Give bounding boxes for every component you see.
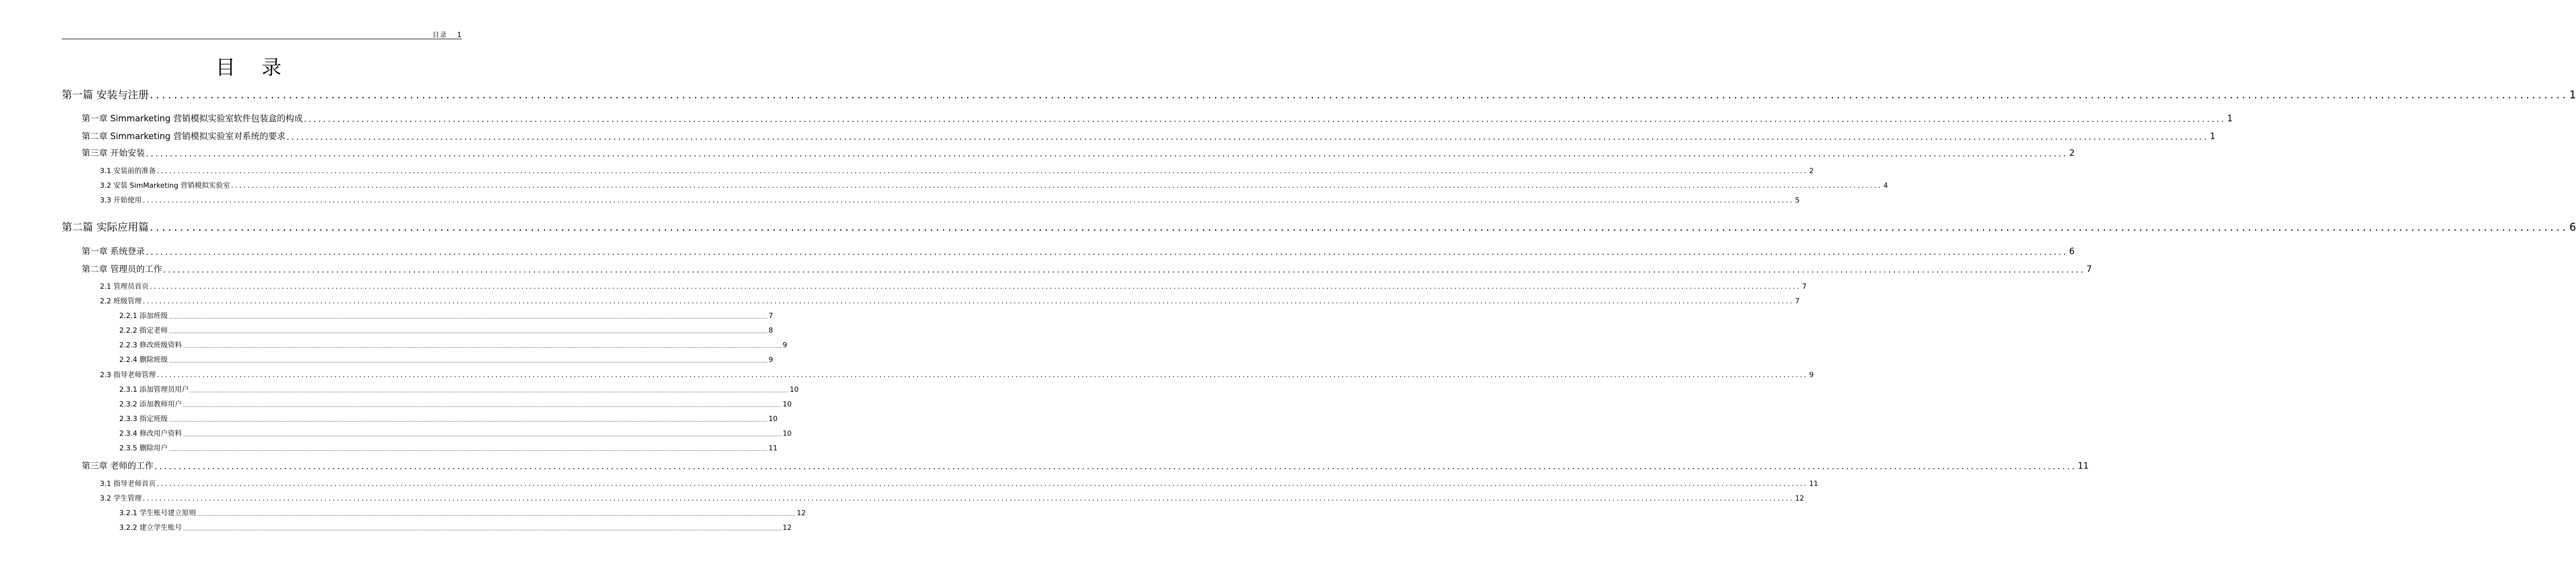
toc-leader-dots: ................................................................................................................................................................................................................................................................................................................................................................................................................ bbox=[150, 88, 2569, 101]
toc-entry-title: 2.2.2 指定老师 bbox=[119, 326, 168, 335]
toc-entry-page: 10 bbox=[783, 400, 792, 409]
toc-entry-page: 1 bbox=[2569, 88, 2576, 101]
toc-entry-page: 6 bbox=[2569, 221, 2576, 233]
toc-entry[interactable] bbox=[100, 182, 1888, 190]
toc-entry-title: 3.3 开始使用 bbox=[100, 196, 142, 205]
toc-leader-dots: ................................................................................................................................................................................................................................................................................................................................................................................................................ bbox=[145, 148, 2069, 158]
toc-entry-title: 2.2.3 修改班级资料 bbox=[119, 341, 182, 349]
toc-entry-title: 第一章 系统登录 bbox=[82, 246, 145, 256]
toc-entry-title: 2.1 管理员首页 bbox=[100, 282, 149, 291]
toc-leader-dots: ................................................................................................................................................................................................................................................................................................................................................................................................................ bbox=[142, 297, 1794, 305]
toc-entry[interactable] bbox=[82, 131, 2216, 142]
toc-entry[interactable] bbox=[82, 264, 2092, 275]
toc-leader-dots: ................................................................................................................................................................................................................................................................................................................................................................................................................ bbox=[145, 246, 2069, 257]
toc-entry-title: 3.1 安装前的准备 bbox=[100, 167, 156, 175]
toc-entry[interactable] bbox=[100, 371, 1814, 380]
toc-entry[interactable] bbox=[100, 480, 1818, 489]
toc-leader-dots: ................................................................................................................................................................................................................................................................................................................................................................................................................ bbox=[168, 447, 767, 453]
toc-entry[interactable] bbox=[119, 326, 773, 335]
toc-entry-page: 12 bbox=[797, 509, 806, 517]
toc-leader-dots: ................................................................................................................................................................................................................................................................................................................................................................................................................ bbox=[183, 403, 782, 409]
toc-leader-dots: ................................................................................................................................................................................................................................................................................................................................................................................................................ bbox=[197, 512, 796, 518]
toc-leader-dots: ................................................................................................................................................................................................................................................................................................................................................................................................................ bbox=[154, 461, 2077, 471]
toc-entry[interactable] bbox=[119, 312, 773, 321]
toc-entry[interactable] bbox=[100, 282, 1807, 291]
toc-entry-page: 9 bbox=[1809, 371, 1814, 379]
toc-entry-title: 第一篇 安装与注册 bbox=[62, 88, 149, 101]
toc-entry-page: 11 bbox=[2077, 461, 2089, 471]
toc-entry[interactable] bbox=[119, 509, 806, 518]
toc-leader-dots: ................................................................................................................................................................................................................................................................................................................................................................................................................ bbox=[168, 418, 767, 424]
toc-entry[interactable] bbox=[119, 415, 778, 424]
toc-entry-title: 第三章 开始安装 bbox=[82, 148, 145, 158]
toc-leader-dots: ................................................................................................................................................................................................................................................................................................................................................................................................................ bbox=[156, 371, 1809, 379]
toc-entry-title: 2.3.3 指定班级 bbox=[119, 415, 168, 423]
toc-entry-page: 10 bbox=[783, 429, 792, 438]
toc-entry[interactable] bbox=[82, 461, 2089, 471]
toc-entry-title: 第二篇 实际应用篇 bbox=[62, 221, 149, 233]
toc-entry-title: 2.3 指导老师管理 bbox=[100, 371, 156, 379]
toc-leader-dots: ................................................................................................................................................................................................................................................................................................................................................................................................................ bbox=[142, 196, 1794, 205]
toc-entry[interactable] bbox=[119, 400, 792, 409]
toc-entry-page: 4 bbox=[1883, 182, 1888, 190]
toc-entry[interactable] bbox=[119, 386, 799, 394]
toc-entry-title: 2.3.4 修改用户资料 bbox=[119, 429, 182, 438]
toc-leader-dots: ................................................................................................................................................................................................................................................................................................................................................................................................................ bbox=[183, 344, 782, 350]
toc-entry-page: 5 bbox=[1795, 196, 1800, 205]
toc-entry-page: 11 bbox=[1809, 480, 1818, 488]
toc-leader-dots: ................................................................................................................................................................................................................................................................................................................................................................................................................ bbox=[168, 330, 767, 335]
toc-entry-page: 12 bbox=[783, 524, 792, 532]
toc-entry-page: 7 bbox=[1802, 282, 1807, 291]
toc-leader-dots: ................................................................................................................................................................................................................................................................................................................................................................................................................ bbox=[183, 527, 782, 532]
toc-entry-page: 8 bbox=[769, 326, 773, 335]
toc-leader-dots: ................................................................................................................................................................................................................................................................................................................................................................................................................ bbox=[156, 167, 1809, 175]
toc-entry-page: 9 bbox=[769, 356, 773, 364]
toc-entry-title: 3.1 指导老师首页 bbox=[100, 480, 156, 488]
toc-leader-dots: ................................................................................................................................................................................................................................................................................................................................................................................................................ bbox=[142, 494, 1794, 503]
toc-leader-dots: ................................................................................................................................................................................................................................................................................................................................................................................................................ bbox=[190, 389, 789, 394]
toc-entry-page: 1 bbox=[2210, 131, 2216, 141]
toc-entry-page: 10 bbox=[789, 386, 799, 394]
toc-entry-page: 9 bbox=[783, 341, 787, 349]
toc-leader-dots: ................................................................................................................................................................................................................................................................................................................................................................................................................ bbox=[163, 264, 2086, 275]
toc-entry[interactable] bbox=[82, 114, 2233, 124]
toc-entry-page: 6 bbox=[2069, 246, 2075, 256]
toc-entry[interactable] bbox=[100, 167, 1814, 176]
toc-entry[interactable] bbox=[82, 246, 2075, 257]
toc-entry-page: 7 bbox=[2086, 264, 2092, 274]
toc-entry-page: 10 bbox=[769, 415, 778, 423]
toc-entry-title: 3.2 安装 SimMarketing 营销模拟实验室 bbox=[100, 182, 230, 190]
toc-entry-title: 2.3.5 删除用户 bbox=[119, 444, 168, 452]
toc-entry[interactable] bbox=[119, 356, 773, 365]
toc-leader-dots: ................................................................................................................................................................................................................................................................................................................................................................................................................ bbox=[150, 221, 2569, 233]
toc-entry-title: 2.3.1 添加管理员用户 bbox=[119, 386, 189, 394]
toc-entry[interactable] bbox=[100, 196, 1800, 205]
toc-entry-page: 11 bbox=[769, 444, 778, 452]
toc-entry[interactable] bbox=[82, 148, 2075, 158]
toc-entry-title: 2.2.4 删除班级 bbox=[119, 356, 168, 364]
toc-entry-page: 2 bbox=[2069, 148, 2075, 158]
toc-leader-dots: ................................................................................................................................................................................................................................................................................................................................................................................................................ bbox=[183, 433, 782, 438]
toc-entry-title: 3.2.1 学生账号建立原则 bbox=[119, 509, 196, 517]
toc-entry-title: 第三章 老师的工作 bbox=[82, 461, 154, 471]
toc-entry-title: 2.2.1 添加班级 bbox=[119, 312, 168, 320]
toc-entry[interactable] bbox=[62, 88, 2576, 101]
toc-entry-page: 12 bbox=[1795, 494, 1804, 503]
toc-leader-dots: ................................................................................................................................................................................................................................................................................................................................................................................................................ bbox=[303, 114, 2227, 124]
running-header: 目录 1 bbox=[432, 31, 462, 39]
toc-entry[interactable] bbox=[119, 429, 792, 438]
toc-entry[interactable] bbox=[100, 297, 1800, 306]
toc-leader-dots: ................................................................................................................................................................................................................................................................................................................................................................................................................ bbox=[168, 315, 767, 321]
toc-leader-dots: ................................................................................................................................................................................................................................................................................................................................................................................................................ bbox=[231, 182, 1883, 190]
toc-leader-dots: ................................................................................................................................................................................................................................................................................................................................................................................................................ bbox=[286, 131, 2209, 142]
toc-entry-title: 2.3.2 添加教师用户 bbox=[119, 400, 182, 409]
toc-entry-title: 2.2 班级管理 bbox=[100, 297, 142, 305]
toc-leader-dots: ................................................................................................................................................................................................................................................................................................................................................................................................................ bbox=[168, 359, 767, 365]
toc-entry[interactable] bbox=[119, 524, 792, 532]
toc-entry-title: 3.2.2 建立学生账号 bbox=[119, 524, 182, 532]
toc-leader-dots: ................................................................................................................................................................................................................................................................................................................................................................................................................ bbox=[150, 282, 1801, 291]
toc-leader-dots: ................................................................................................................................................................................................................................................................................................................................................................................................................ bbox=[156, 480, 1809, 488]
toc-entry-title: 第二章 Simmarketing 营销模拟实验室对系统的要求 bbox=[82, 131, 286, 141]
toc-entry-page: 7 bbox=[1795, 297, 1800, 305]
toc-entry-page: 7 bbox=[769, 312, 773, 320]
toc-entry[interactable] bbox=[119, 341, 787, 350]
toc-entry-page: 1 bbox=[2227, 114, 2233, 123]
toc-entry-title: 第一章 Simmarketing 营销模拟实验室软件包装盒的构成 bbox=[82, 114, 303, 123]
toc-entry[interactable] bbox=[119, 444, 778, 453]
toc-entry-title: 3.2 学生管理 bbox=[100, 494, 142, 503]
toc-entry[interactable] bbox=[62, 221, 2576, 233]
page-title: 目录 bbox=[215, 56, 308, 79]
toc-entry-title: 第二章 管理员的工作 bbox=[82, 264, 162, 274]
toc-entry[interactable] bbox=[100, 494, 1804, 503]
toc-entry-page: 2 bbox=[1809, 167, 1814, 175]
